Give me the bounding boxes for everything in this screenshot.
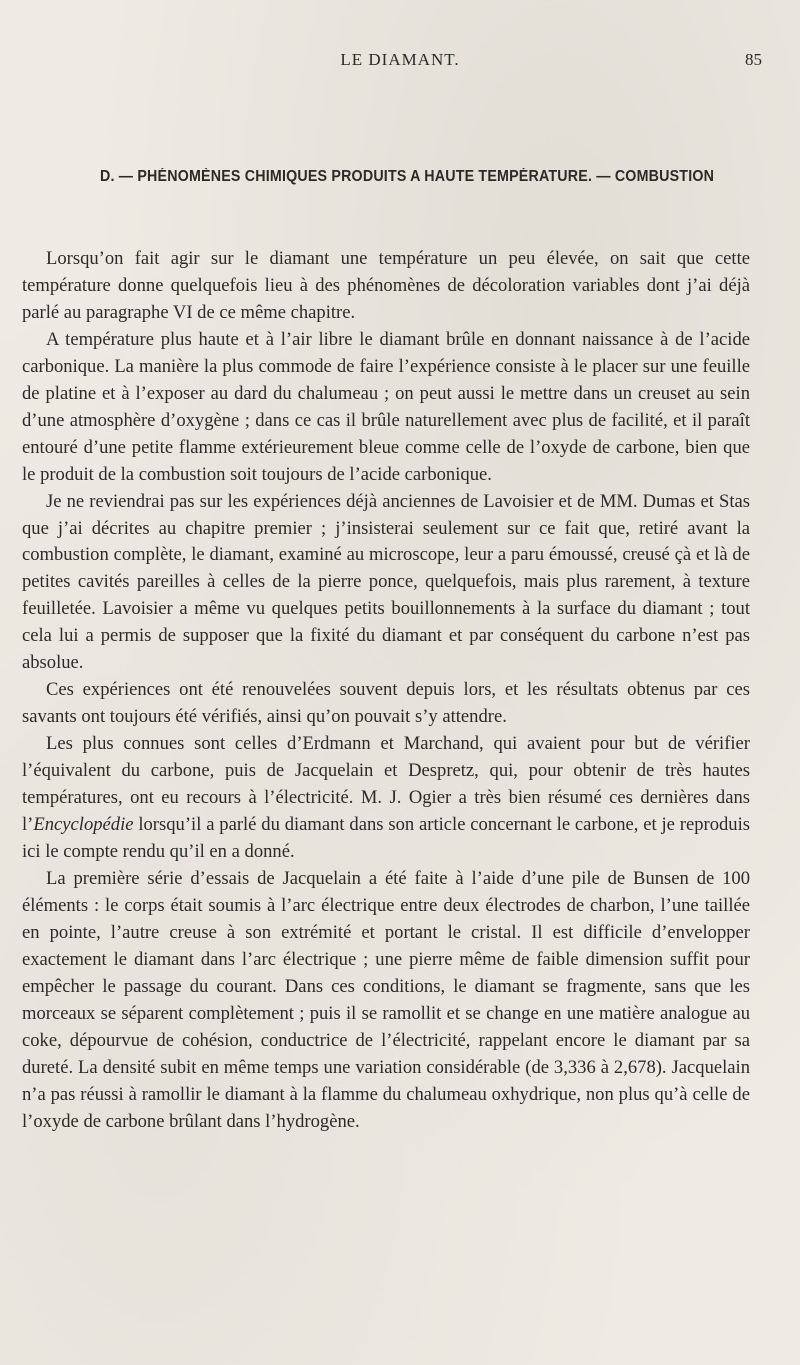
paragraph-5-before: Les plus connues sont celles d’Erdmann et Marchand, qui avaient pour but de vérifier l’équivalent du carbone, puis de Jacquelain et Despretz, qui, pour obtenir de très hautes températures, ont eu recours à l’électricité. M. J. Ogier a très bien résumé ces dernières dans l’ (22, 733, 750, 836)
running-title: LE DIAMANT. (340, 50, 460, 69)
paragraph-4: Ces expériences ont été renouvelées souvent depuis lors, et les résultats obtenus par ces savants ont toujours été vérifiés, ainsi qu’on pouvait s’y attendre. (22, 679, 750, 728)
page-header (0, 50, 800, 74)
paragraph-2: A température plus haute et à l’air libre le diamant brûle en donnant naissance à de l’acide carbonique. La manière la plus commode de faire l’expérience consiste à le placer sur une feuille de platine et à l’exposer au dard du chalumeau ; on peut aussi le mettre dans un creuset au sein d’une atmosphère d’oxygène ; dans ce cas il brûle naturellement avec plus de facilité, et il paraît entouré d’une petite flamme extérieurement bleue comme celle de l’oxyde de carbone, bien que le produit de la combustion soit toujours de l’acide carbonique. (22, 328, 750, 485)
body-text (22, 246, 750, 1135)
paragraph-3: Je ne reviendrai pas sur les expériences déjà anciennes de Lavoisier et de MM. Dumas et Stas que j’ai décrites au chapitre premier ; j’insisterai seulement sur ce fait que, retiré avant la combustion complète, le diamant, examiné au microscope, leur a paru émoussé, creusé çà et là de petites cavités pareilles à celles de la pierre ponce, quelquefois, mais plus rarement, à texture feuilletée. Lavoisier a même vu quelques petits bouillonnements à la surface du diamant ; tout cela lui a permis de supposer que la fixité du diamant et par conséquent du carbone n’est pas absolue. (22, 490, 750, 674)
page-number: 85 (745, 50, 762, 69)
paragraph-6: La première série d’essais de Jacquelain a été faite à l’aide d’une pile de Bunsen de 100 éléments : le corps était soumis à l’arc électrique entre deux électrodes de charbon, l’une taillée en pointe, l’autre creuse à son extrémité et portant le cristal. Il est difficile d’envelopper exactement le diamant dans l’arc électrique ; une pierre même de faible dimension suffit pour empêcher le passage du courant. Dans ces conditions, le diamant se fragmente, sans que les morceaux se séparent complètement ; puis il se ramollit et se change en une matière analogue au coke, dépourvue de cohésion, conductrice de l’électricité, rappelant encore le diamant par sa dureté. La densité subit en même temps une variation considérable (de 3,336 à 2,678). Jacquelain n’a pas réussi à ramollir le diamant à la flamme du chalumeau oxhydrique, non plus qu’à celle de l’oxyde de carbone brûlant dans l’hydrogène. (22, 867, 750, 1132)
section-heading: D. — PHÉNOMÈNES CHIMIQUES PRODUITS A HAUTE TEMPÉRATURE. — COMBUSTION (100, 168, 715, 185)
encyclopedie-title: Encyclopédie (33, 814, 134, 836)
paragraph-5-after: lorsqu’il a parlé du diamant dans son article concernant le carbone, et je reproduis ici le compte rendu qu’il en a donné. (22, 814, 750, 862)
paragraph-5 (22, 731, 750, 866)
paragraph-1: Lorsqu’on fait agir sur le diamant une température un peu élevée, on sait que cette température donne quelquefois lieu à des phénomènes de décoloration variables dont j’ai déjà parlé au paragraphe VI de ce même chapitre. (22, 248, 750, 323)
